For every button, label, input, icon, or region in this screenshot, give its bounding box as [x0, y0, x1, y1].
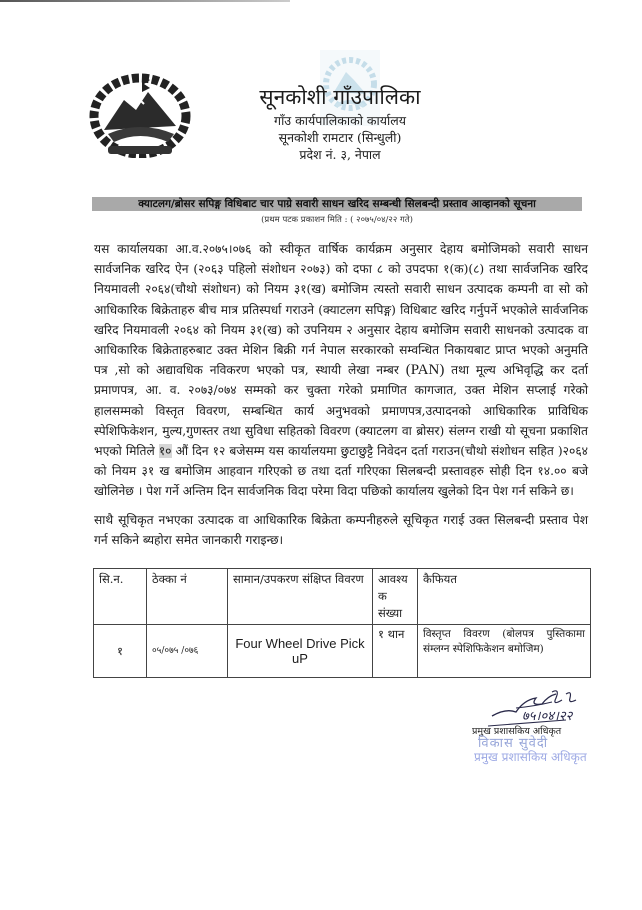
table-header-row: [94, 569, 591, 625]
cell-serial-no: १: [94, 625, 147, 678]
stamp-title: प्रमुख प्रशासकिय अधिकृत: [474, 750, 587, 764]
cell-contract-no: ०५/०७५ /०७६: [147, 625, 228, 678]
header-contract-no: ठेक्का नं: [147, 569, 228, 625]
office-address: सूनकोशी रामटार (सिन्धुली): [278, 130, 402, 145]
scan-edge-line: [0, 0, 290, 2]
cell-quantity: १ थान: [373, 625, 418, 678]
procurement-table: [93, 568, 591, 678]
header-remarks: कैफियत: [418, 569, 591, 625]
paragraph-main-part-a: यस कार्यालयका आ.व.२०७५।०७६ को स्वीकृत वार्षिक कार्यक्रम अनुसार देहाय बमोजिमको सवारी साधन सार्वजनिक खरिद ऐन (२०६३ पहिलो संशोधन २०७३) को दफा ८ को उपदफा १(क)(८) तथा सार्वजनिक खरिद नियमावली २०६४(चौथो संशोधन) को नियम ३१(ख) बमोजिम त्यस्तो सवारी साधन उत्पादक कम्पनी वा सो को आधिकारिक बिक्रेताहरु बीच मात्र प्रतिस्पर्धा गराउने (क्याटलग सपिङ्ग) विधिबाट खरिद गर्नुपर्ने भएकोले सार्वजनिक खरिद नियमावली २०६४ को नियम ३१(ख) को उपनियम २ अनुसार देहाय बमोजिम सवारी साधनको उत्पादक वा आधिकारिक बिक्रेताहरुबाट उक्त मेशिन बिक्री गर्न नेपाल सरकारको सम्वन्धित निकायबाट प्राप्त भएको अनुमति पत्र ,सो को अद्यावधिक नविकरण भएको पत्र, स्थायी लेखा नम्बर: [94, 242, 588, 378]
province: प्रदेश नं. ३, नेपाल: [299, 147, 381, 162]
notice-body: [94, 239, 588, 550]
stamp-name: विकास सुवेदी: [478, 736, 549, 751]
deadline-days: १०: [158, 444, 172, 459]
paragraph-secondary: साथै सूचिकृत नभएका उत्पादक वा आधिकारिक बिक्रेता कम्पनीहरुले सूचिकृत गराई उक्त सिलबन्दी प्रस्ताव पेश गर्न सकिने ब्यहोरा समेत जानकारी गराइन्छ।: [94, 512, 588, 547]
nepal-emblem-icon: [88, 72, 192, 158]
header-serial-no: सि.न.: [94, 569, 147, 625]
pan-label: (PAN): [405, 362, 445, 379]
org-name: सूनकोशी गाँउपालिका: [259, 85, 421, 109]
cell-description: Four Wheel Drive Pick uP: [228, 625, 373, 678]
table-row: [94, 625, 591, 678]
office-name: गाँउ कार्यपालिकाको कार्यालय: [274, 113, 406, 128]
cell-remarks: विस्तृप्त विवरण (बोलपत्र पुस्तिकामा संम्लग्न स्पेशिफिकेशन बमोजिम): [418, 625, 591, 678]
letterhead: [230, 84, 450, 163]
publication-date: (प्रथम पटक प्रकाशन मिति : ( २०७५/०४/२२ गते): [261, 215, 413, 225]
signature-date: ७५।०४।२२: [522, 709, 573, 724]
paragraph-main-part-c: औं दिन १२ बजेसम्म यस कार्यालयमा छुटाछुट्टै निवेदन दर्ता गराउन(चौथो संशोधन सहित )२०६४ को नियम ३१ ख बमोजिम आहवान गरिएको छ तथा दर्ता गरिएका सिलबन्दी प्रस्तावहरु सोही दिन १४.०० बजे खोलिनेछ । पेश गर्ने अन्तिम दिन सार्वजनिक विदा परेमा विदा पछिको कार्यालय खुलेको दिन पेश गर्न सकिने छ।: [94, 444, 588, 499]
paragraph-main: [94, 239, 588, 502]
signatory-title: प्रमुख प्रशासकिय अधिकृत: [472, 726, 562, 737]
paragraph-main-part-b: तथा मूल्य अभिवृद्धि कर दर्ता प्रमाणपत्र, आ. व. २०७३/०७४ सम्मको कर चुक्ता गरेको प्रमाणित कागजात, उक्त मेशिन सप्लाई गरेको हालसम्मको विस्तृत विवरण, सम्बन्धित कार्य अनुभवको प्रमाणपत्र,उत्पादनको आधिकारिक प्राविधिक स्पेशिफिकेशन, मुल्य,गुणस्तर तथा सुविधा सहितको विवरण (क्याटलग वा ब्रोसर) संलग्न राखी यो सूचना प्रकाशित भएको मितिले: [94, 363, 588, 459]
notice-title: क्याटलग/ब्रोसर सपिङ्ग विधिबाट चार पाग्रे सवारी साधन खरिद सम्बन्धी सिलबन्दी प्रस्ताव आव्हानको सूचना: [92, 197, 582, 211]
header-description: सामान/उपकरण संक्षिप्त विवरण: [228, 569, 373, 625]
header-quantity: आवश्य क संख्या: [373, 569, 418, 625]
